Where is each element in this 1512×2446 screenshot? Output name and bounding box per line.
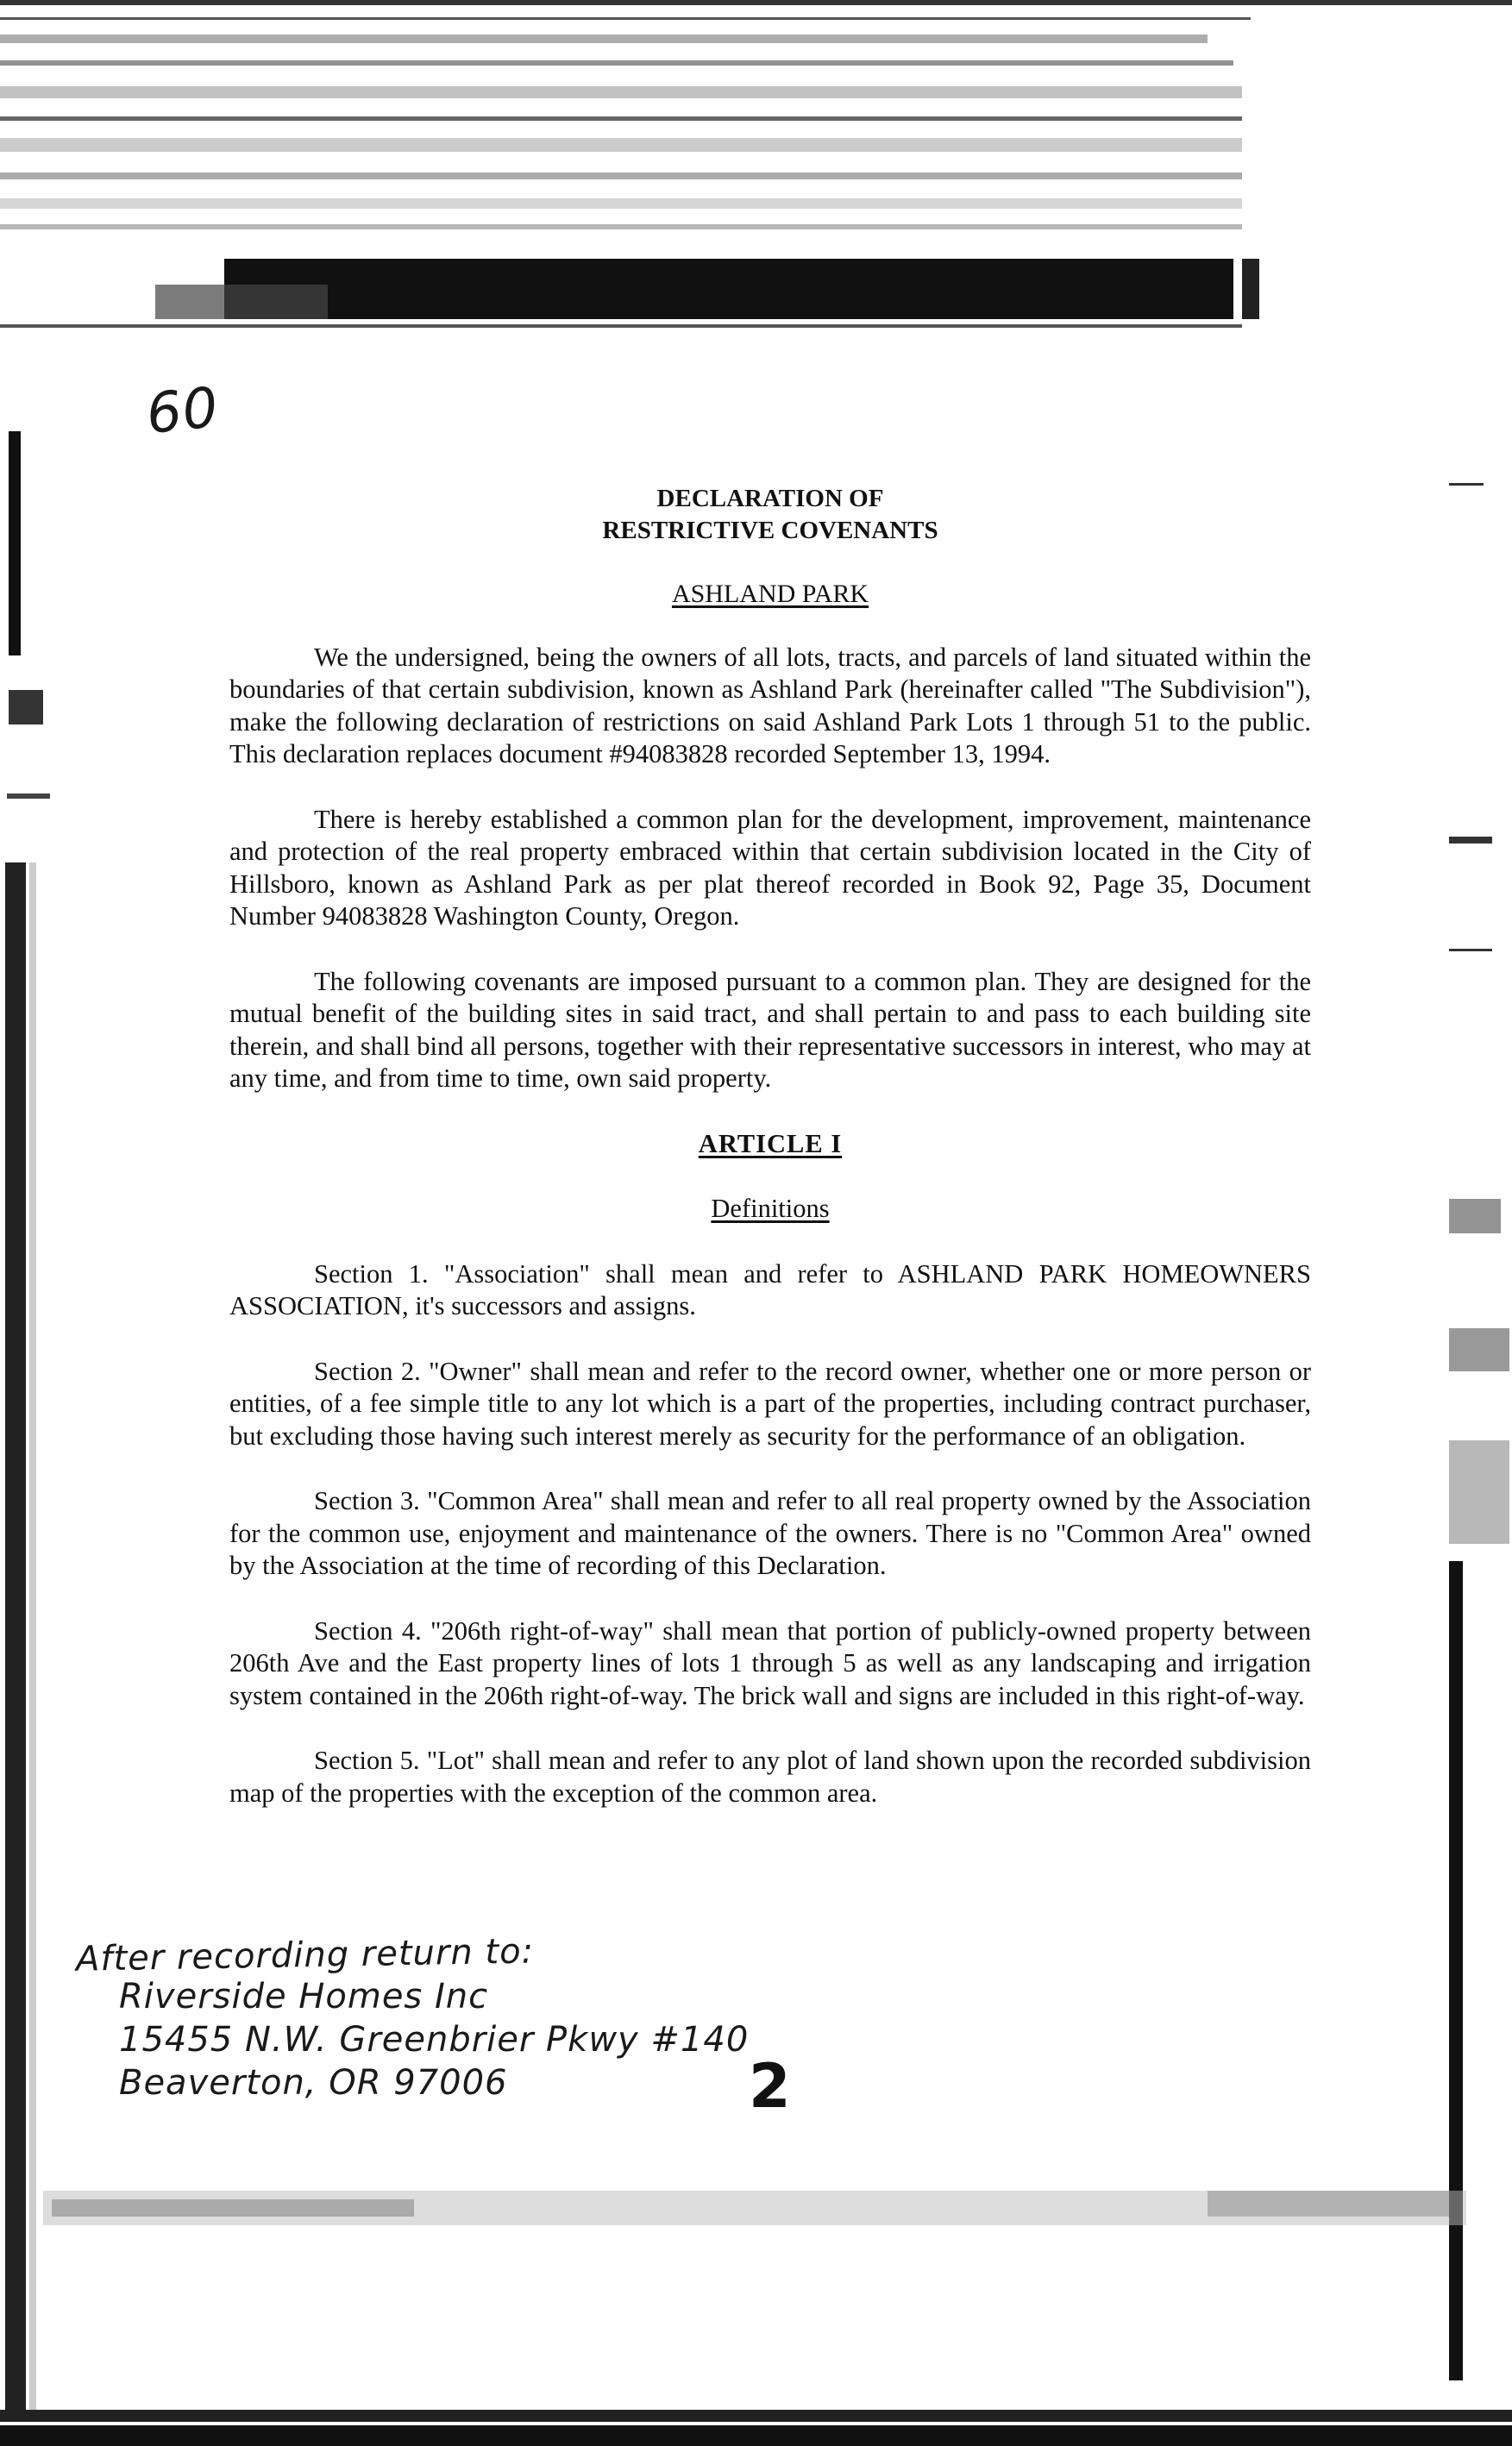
return-address-city: Beaverton, OR 97006 — [119, 2063, 508, 2103]
subdivision-name: ASHLAND PARK — [671, 580, 869, 608]
section-paragraph: Section 4. "206th right-of-way" shall mean that portion of publicly-owned property between 206th Ave and the East property lines of lots 1 through 5 as well as any landscaping and irrigation system contained in the 206th right-of-way. The brick wall and signs are included in this right-of-way. — [229, 1615, 1311, 1710]
document-title-line-1: DECLARATION OF — [656, 485, 884, 512]
document-title-line-2: RESTRICTIVE COVENANTS — [602, 517, 938, 544]
return-address-street: 15455 N.W. Greenbrier Pkwy #140 — [119, 2020, 750, 2060]
section-paragraph: Section 2. "Owner" shall mean and refer to the record owner, whether one or more person or entities, of a fee simple title to any lot which is a part of the properties, including contract purchaser, but excluding those having such interest merely as security for the performance of an obligation. — [229, 1356, 1311, 1451]
section-paragraph: Section 1. "Association" shall mean and refer to ASHLAND PARK HOMEOWNERS ASSOCIATION, it's successors and assigns. — [229, 1258, 1311, 1320]
page-number: 2 — [749, 2051, 791, 2122]
handwritten-page-number: 60 — [143, 375, 223, 448]
article-subheading-text: Definitions — [711, 1194, 830, 1223]
intro-paragraph: The following covenants are imposed pursuant to a common plan. They are designed for the mutual benefit of the building sites in said tract, and shall pertain to and pass to each building site therein, and shall bind all persons, together with their representative successors in interest, who may at any time, and from time to time, own said property. — [229, 966, 1311, 1093]
document-body — [229, 483, 1311, 1842]
return-address-company: Riverside Homes Inc — [119, 1977, 489, 2016]
scan-noise-top — [0, 0, 1512, 345]
article-subheading — [229, 1193, 1311, 1226]
scan-noise-bottom — [0, 2173, 1512, 2446]
scan-noise-right-edge — [1449, 345, 1512, 2415]
section-paragraph: Section 3. "Common Area" shall mean and refer to all real property owned by the Association for the common use, enjoyment and maintenance of the owners. There is no "Common Area" owned by the Association at the time of recording of this Declaration. — [229, 1486, 1311, 1580]
section-paragraph: Section 5. "Lot" shall mean and refer to any plot of land shown upon the recorded subdivision map of the properties with the exception of the common area. — [229, 1746, 1311, 1808]
return-address — [76, 1932, 749, 2104]
article-heading — [229, 1128, 1311, 1161]
intro-paragraph: We the undersigned, being the owners of all lots, tracts, and parcels of land situated within the boundaries of that certain subdivision, known as Ashland Park (hereinafter called "The Subdivision"), make the following declaration of restrictions on said Ashland Park Lots 1 through 51 to the public. This declaration replaces document #94083828 recorded September 13, 1994. — [229, 642, 1311, 768]
intro-paragraph: There is hereby established a common plan for the development, improvement, maintenance and protection of the real property embraced within that certain subdivision located in the City of Hillsboro, known as Ashland Park as per plat thereof recorded in Book 92, Page 35, Document Number 94083828 Washington County, Oregon. — [229, 804, 1311, 931]
return-address-label: After recording return to: — [75, 1931, 535, 1979]
scan-noise-left-edge — [0, 431, 60, 2415]
article-heading-text: ARTICLE I — [698, 1128, 843, 1158]
